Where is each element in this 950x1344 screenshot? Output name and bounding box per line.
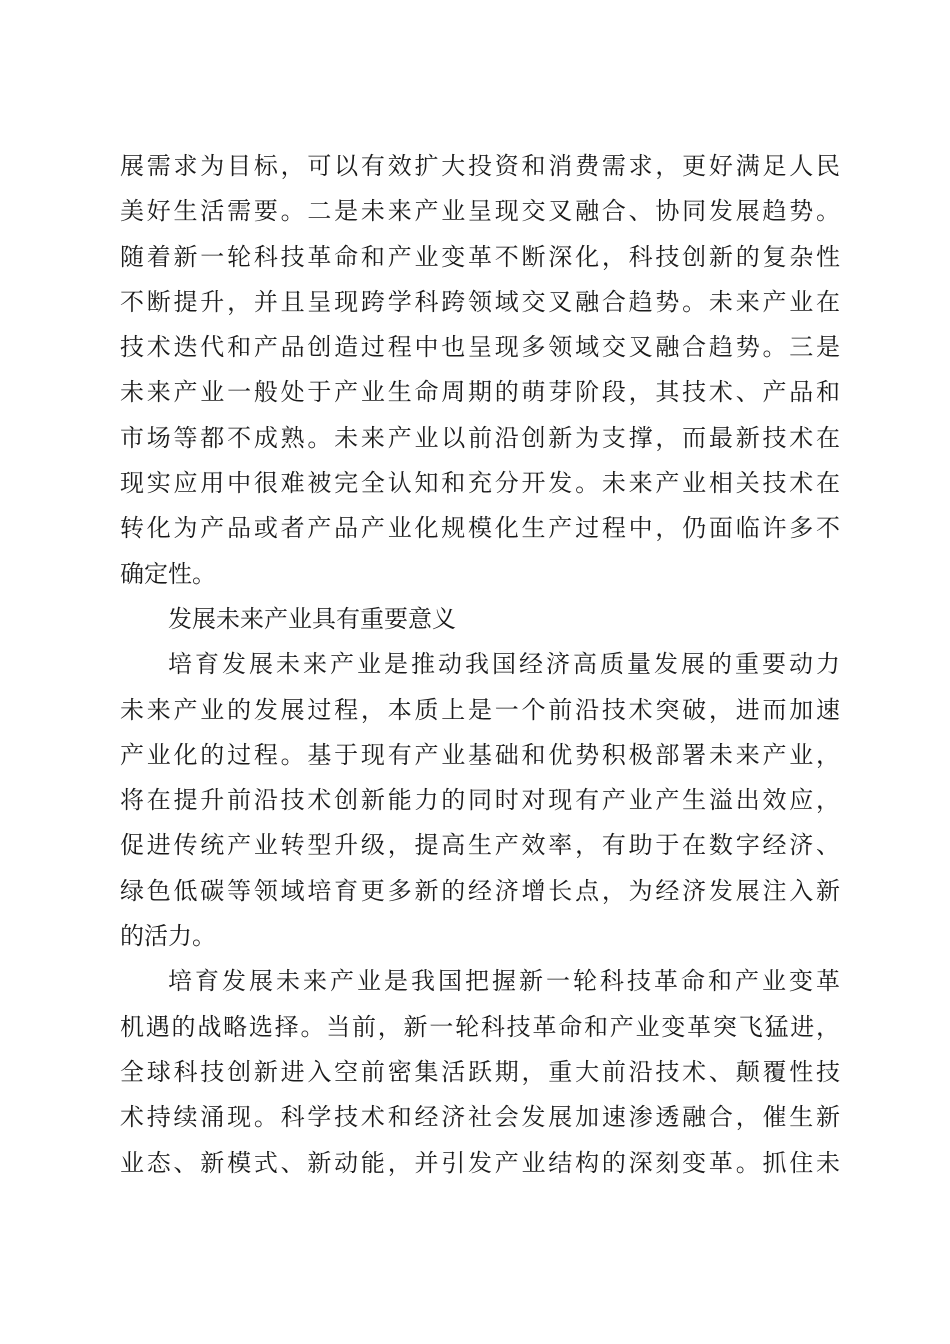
paragraph-2-line-7: 的活力。	[120, 922, 216, 951]
paragraph-1-line-9: 转化为产品或者产品产业化规模化生产过程中，仍面临许多不	[120, 514, 840, 543]
paragraph-2-line-5: 促进传统产业转型升级，提高生产效率，有助于在数字经济、	[120, 831, 840, 860]
paragraph-3-line-4: 术持续涌现。科学技术和经济社会发展加速渗透融合，催生新	[120, 1103, 840, 1132]
paragraph-2-line-3: 产业化的过程。基于现有产业基础和优势积极部署未来产业，	[120, 740, 840, 769]
document-body	[120, 144, 840, 1186]
paragraph-1-line-5: 技术迭代和产品创造过程中也呈现多领域交叉融合趋势。三是	[120, 333, 840, 362]
paragraph-2-line-2: 未来产业的发展过程，本质上是一个前沿技术突破，进而加速	[120, 695, 840, 724]
section-heading: 发展未来产业具有重要意义	[168, 604, 456, 633]
paragraph-1-line-2: 美好生活需要。二是未来产业呈现交叉融合、协同发展趋势。	[120, 197, 840, 226]
paragraph-1-line-6: 未来产业一般处于产业生命周期的萌芽阶段，其技术、产品和	[120, 378, 840, 407]
paragraph-1-line-7: 市场等都不成熟。未来产业以前沿创新为支撑，而最新技术在	[120, 423, 840, 452]
paragraph-1-line-10: 确定性。	[120, 559, 216, 588]
paragraph-3-line-3: 全球科技创新进入空前密集活跃期，重大前沿技术、颠覆性技	[120, 1057, 840, 1086]
paragraph-1-line-4: 不断提升，并且呈现跨学科跨领域交叉融合趋势。未来产业在	[120, 287, 840, 316]
paragraph-1-line-8: 现实应用中很难被完全认知和充分开发。未来产业相关技术在	[120, 469, 840, 498]
paragraph-1-line-1: 展需求为目标，可以有效扩大投资和消费需求，更好满足人民	[120, 152, 840, 180]
paragraph-1-line-3: 随着新一轮科技革命和产业变革不断深化，科技创新的复杂性	[120, 242, 840, 271]
paragraph-3-line-1: 培育发展未来产业是我国把握新一轮科技革命和产业变革	[168, 967, 840, 996]
paragraph-3-line-2: 机遇的战略选择。当前，新一轮科技革命和产业变革突飞猛进，	[120, 1012, 840, 1041]
paragraph-2-line-1: 培育发展未来产业是推动我国经济高质量发展的重要动力	[168, 650, 840, 679]
paragraph-2-line-4: 将在提升前沿技术创新能力的同时对现有产业产生溢出效应，	[120, 786, 840, 815]
paragraph-2-line-6: 绿色低碳等领域培育更多新的经济增长点，为经济发展注入新	[120, 876, 840, 905]
paragraph-3-line-5: 业态、新模式、新动能，并引发产业结构的深刻变革。抓住未	[120, 1148, 840, 1177]
